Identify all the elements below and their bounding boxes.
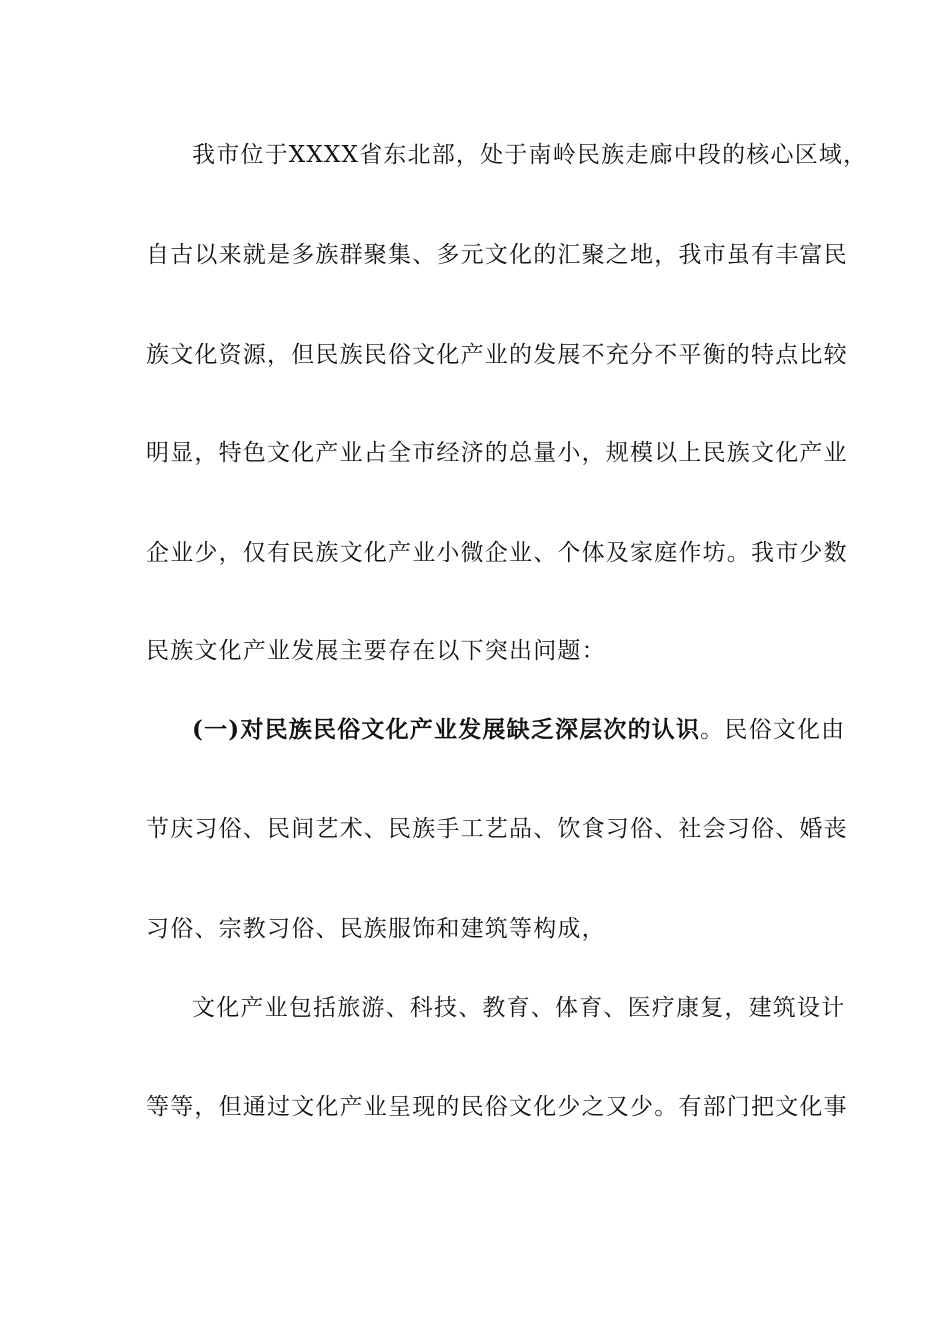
paragraph-line: 企业少，仅有民族文化产业小微企业、个体及家庭作坊。我市少数 [146, 540, 848, 566]
paragraph-line: 族文化资源，但民族民俗文化产业的发展不充分不平衡的特点比较 [146, 342, 848, 368]
paragraph-line: 民族文化产业发展主要存在以下突出问题： [146, 638, 606, 664]
paragraph-line: 自古以来就是多族群聚集、多元文化的汇聚之地，我市虽有丰富民 [146, 242, 848, 268]
heading-trailing-text: 。民俗文化由 [700, 717, 846, 743]
paragraph-line: 明显，特色文化产业占全市经济的总量小，规模以上民族文化产业 [146, 440, 848, 466]
paragraph-line: 我市位于XXXX省东北部，处于南岭民族走廊中段的核心区域， [192, 142, 868, 168]
paragraph-line: 节庆习俗、民间艺术、民族手工艺品、饮食习俗、社会习俗、婚丧 [146, 816, 848, 842]
paragraph-line: 文化产业包括旅游、科技、教育、体育、医疗康复，建筑设计 [192, 995, 846, 1021]
section-heading: (一)对民族民俗文化产业发展缺乏深层次的认识 [192, 716, 701, 743]
paragraph-line: 习俗、宗教习俗、民族服饰和建筑等构成， [146, 916, 606, 942]
section-heading-line [192, 712, 846, 748]
paragraph-line: 等等，但通过文化产业呈现的民俗文化少之又少。有部门把文化事 [146, 1094, 848, 1120]
